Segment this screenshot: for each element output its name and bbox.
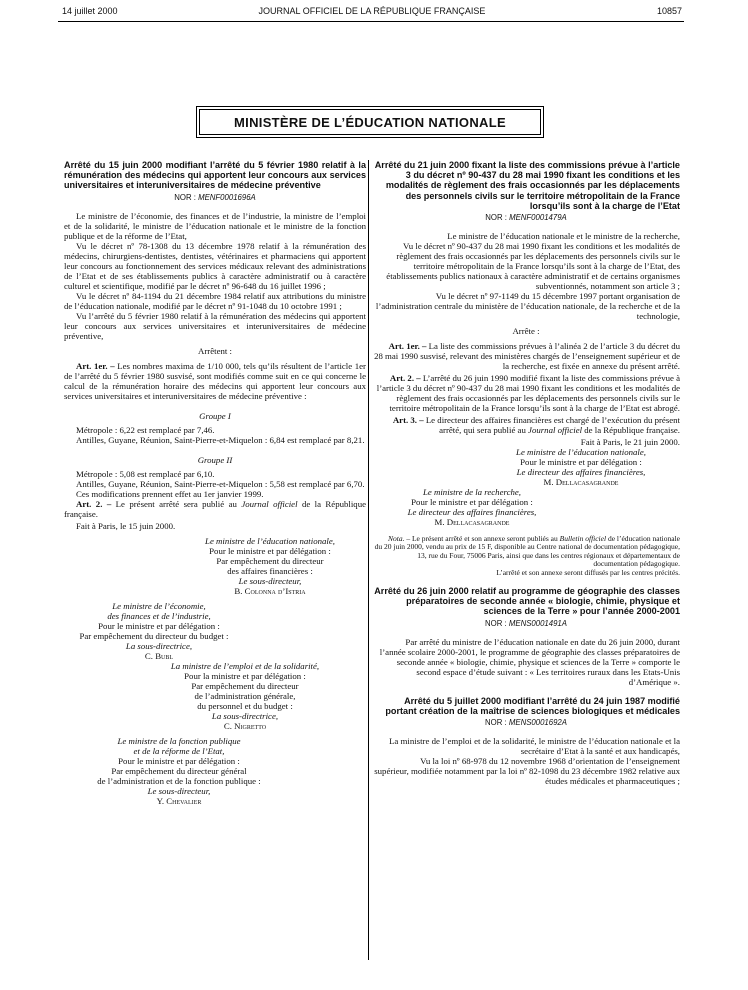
header-page-number: 10857 [656, 6, 682, 16]
article-2-text: Le présent arrêté sera publié au [115, 498, 242, 509]
nor-reference [372, 718, 680, 728]
nor-prefix: NOR : [174, 192, 196, 202]
nota-paragraph-2: L’arrêté et son annexe seront diffusés par les centres précités. [496, 567, 680, 577]
preamble-paragraph: Vu la loi nº 68-978 du 12 novembre 1968 d’orientation de l’enseignement supérieur, modifiée notamment par la loi nº 82-1098 du 23 décembre 1982 relative aux études médicales et pharmaceutiques ; [374, 756, 680, 787]
preamble-paragraph: Le ministre de l’économie, des finances et de l’industrie, la ministre de l’emploi et de la solidarité, le ministre de l’éducation nationale et le ministre de la fonction publique et de la réforme de l’Etat, [64, 210, 366, 241]
signatory-line: Par empêchement du directeur [216, 555, 324, 566]
preamble-paragraph: La ministre de l’emploi et de la solidarité, le ministre de l’éducation nationale et la secrétaire d’Etat à la santé et aux handicapés, [389, 736, 680, 757]
signature-block-emploi [64, 661, 366, 731]
signatory-line: Pour la ministre et par délégation : [184, 670, 306, 681]
signatory-line: Pour le ministre et par délégation : [209, 545, 331, 556]
arrete: Arrête : [512, 326, 540, 337]
article-1-text: La liste des commissions prévues à l’alinéa 2 de l’article 3 du décret du 28 mai 1990 susvisé, relevant des ministères chargés de l’enseignement supérieur et de la recherche, est fixée en annexe du présent arrêté. [374, 341, 680, 372]
article-1-label: Art. 1er. – [388, 341, 427, 352]
left-column [64, 160, 366, 806]
group-1-title: Groupe I [199, 410, 231, 421]
preamble-paragraph: Vu le décret nº 97-1149 du 15 décembre 1997 portant organisation de l’administration centrale du ministère de l’éducation nationale, de la recherche et de la technologie, [375, 291, 680, 322]
signatory-line: Par empêchement du directeur du budget : [79, 630, 229, 641]
column-divider [368, 160, 369, 960]
ministry-box [196, 106, 544, 138]
signatory-name: Y. Chevalier [156, 795, 202, 806]
article-3-text: Le directeur des affaires financières est chargé de l’exécution du présent arrêté, qui sera publié au [425, 415, 680, 436]
article-2 [372, 373, 680, 413]
signatory-title: Le ministre de la recherche, [423, 487, 521, 498]
signatory-title: des finances et de l’industrie, [107, 610, 211, 621]
decree-paragraph: Par arrêté du ministre de l’éducation nationale en date du 26 juin 2000, durant l’année scolaire 2000-2001, le programme de géographie des classes préparatoires de seconde année « biologie, chimie, physique et sciences de la Terre » comporte le second espace d’étude suivant : « Les territoires ruraux dans les Etats-Unis d’Amérique ». [379, 636, 680, 687]
article-2-text-end: de la République française. [64, 498, 366, 519]
ministry-title: MINISTÈRE DE L’ÉDUCATION NATIONALE [199, 109, 541, 135]
signature-block-education [372, 447, 680, 487]
nor-code: MENF0001696A [198, 192, 256, 202]
article-1 [64, 361, 366, 401]
signature-block-economie [64, 601, 254, 661]
article-2-label: Art. 2. – [389, 373, 421, 384]
article-title: Arrêté du 5 juillet 2000 modifiant l’arrêté du 24 juin 1987 modifié portant création de la maîtrise de sciences biologiques et médicales [385, 695, 680, 716]
nor-code: MENS0001491A [508, 618, 567, 628]
signatory-line: Le sous-directeur, [147, 785, 211, 796]
fait-a-paris: Fait à Paris, le 21 juin 2000. [580, 437, 680, 448]
article-title: Arrêté du 15 juin 2000 modifiant l’arrêté du 5 février 1980 relatif à la rémunération des médecins qui apportent leur concours aux services universitaires et interuniversitaires de médecine préventive [64, 160, 366, 191]
nor-code: MENS0001692A [508, 718, 567, 728]
arretent: Arrêtent : [198, 345, 232, 356]
signatory-line: Le directeur des affaires financières, [516, 467, 646, 478]
article-3-label: Art. 3. – [392, 415, 424, 426]
preamble-paragraph: Vu l’arrêté du 5 février 1980 relatif à la rémunération des médecins qui apportent leur concours aux services universitaires et interuniversitaires de médecine préventive, [64, 310, 366, 341]
signature-block-recherche [372, 487, 572, 527]
nota-label: Nota. – [387, 534, 411, 544]
signatory-line: du personnel et du budget : [197, 700, 293, 711]
nor-reference [64, 193, 366, 203]
signature-block-fonction-publique [64, 736, 294, 806]
article-title: Arrêté du 26 juin 2000 relatif au programme de géographie des classes préparatoires de seconde année « biologie, chimie, physique et sciences de la Terre » pour l’année 2000-2001 [374, 586, 680, 617]
preamble-paragraph: Vu le décret nº 90-437 du 28 mai 1990 fixant les conditions et les modalités de règlement des frais occasionnés par les déplacements des personnels civils sur le territoire métropolitain de la France lorsqu’ils sont à la charge de l’Etat, des établissements publics nationaux à caractère administratif et de certains organismes subventionnés, notamment son article 3 ; [386, 241, 680, 292]
signatory-line: La sous-directrice, [125, 640, 193, 651]
article-3 [372, 415, 680, 435]
signatory-line: Le directeur des affaires financières, [407, 507, 537, 518]
article-2-text: L’arrêté du 26 juin 1990 modifié fixant la liste des commissions prévue à l’article 3 du décret nº 90-437 du 28 mai 1990 fixant les conditions et les modalités de règlement des frais occasionnés par les déplacements des personnels civils sur le territoire métropolitain de la France lorsqu’ils sont à la charge de l’Etat est abrogé. [376, 373, 680, 414]
signatory-title: La ministre de l’emploi et de la solidarité, [170, 660, 320, 671]
signatory-name: M. Dellacasagrande [434, 517, 510, 528]
journal-officiel: Journal officiel [528, 425, 583, 436]
signatory-line: La sous-directrice, [211, 710, 279, 721]
preamble-paragraph: Vu le décret nº 78-1308 du 13 décembre 1978 relatif à la rémunération des médecins, chirurgiens-dentistes, dentistes, vétérinaires et pharmaciens qui apportent leur concours au fonctionnement des services médicaux relevant des administrations de l’Etat et de ses établissements publics à caractère administratif ou à caractère culturel et scientifique, modifié par le décret nº 96-648 du 16 juillet 1996 ; [64, 240, 366, 291]
right-column [372, 160, 680, 786]
article-2 [64, 499, 366, 519]
nor-prefix: NOR : [485, 718, 507, 728]
nota-text-end: de l’éducation nationale du 20 juin 2000, vendu au prix de 15 F, disponible au Centre national de documentation pédagogique, 13, rue du Four, 75006 Paris, ainsi que dans les centres régionaux et départementaux de documentation pédagogique. [374, 534, 680, 569]
group-2-line: Antilles, Guyane, Réunion, Saint-Pierre-et-Miquelon : 5,58 est remplacé par 6,70. [76, 478, 365, 489]
signatory-line: Pour le ministre et par délégation : [520, 457, 642, 468]
nota-paragraph [372, 535, 680, 569]
signatory-title: Le ministre de l’économie, [112, 600, 206, 611]
signatory-title: Le ministre de l’éducation nationale, [205, 535, 335, 546]
journal-officiel: Journal officiel [241, 498, 298, 509]
group-2-title: Groupe II [197, 454, 233, 465]
signatory-line: de l’administration et de la fonction publique : [97, 775, 261, 786]
header-date: 14 juillet 2000 [62, 6, 118, 16]
article-1 [372, 341, 680, 371]
article-title: Arrêté du 21 juin 2000 fixant la liste des commissions prévue à l’article 3 du décret nº 90-437 du 28 mai 1990 fixant les conditions et les modalités de règlement des frais occasionnés par les déplacements des personnels civils sur le territoire métropolitain de la France lorsqu’ils sont à la charge de l’Etat [374, 160, 680, 211]
signatory-name: M. Dellacasagrande [543, 477, 619, 488]
nor-code: MENF0001479A [509, 213, 567, 223]
article-1-label: Art. 1er. – [76, 360, 115, 371]
signatory-name: C. Bubl [144, 650, 174, 661]
group-2-line: Ces modifications prennent effet au 1er janvier 1999. [76, 488, 264, 499]
nor-prefix: NOR : [485, 618, 507, 628]
header-rule [58, 21, 684, 22]
group-2-line: Métropole : 5,08 est remplacé par 6,10. [76, 468, 215, 479]
signature-block-education [64, 536, 366, 596]
group-1-line: Antilles, Guyane, Réunion, Saint-Pierre-et-Miquelon : 6,84 est remplacé par 8,21. [76, 434, 365, 445]
signatory-title: Le ministre de l’éducation nationale, [516, 447, 646, 458]
fait-a-paris: Fait à Paris, le 15 juin 2000. [76, 520, 176, 531]
page-header [62, 6, 682, 20]
signatory-line: des affaires financières : [227, 565, 313, 576]
signatory-line: de l’administration générale, [194, 690, 296, 701]
preamble-paragraph: Le ministre de l’éducation nationale et le ministre de la recherche, [447, 231, 680, 242]
signatory-line: Pour le ministre et par délégation : [118, 755, 240, 766]
signatory-line: Le sous-directeur, [238, 575, 302, 586]
signatory-line: Pour le ministre et par délégation : [411, 497, 533, 508]
signatory-line: Par empêchement du directeur [191, 680, 299, 691]
preamble-paragraph: Vu le décret nº 84-1194 du 21 décembre 1984 relatif aux attributions du ministre de l’éducation nationale, modifié par le décret nº 91-1048 du 10 octobre 1991 ; [64, 290, 366, 311]
article-1-text: Les nombres maxima de 1/10 000, tels qu’ils résultent de l’article 1er de l’arrêté du 5 février 1980 susvisé, sont modifiés comme suit en ce qui concerne le calcul de la rémunération horaire des médecins qui apportent leur concours aux services universitaires et interuniversitaires de médecine préventive : [64, 360, 366, 401]
article-2-label: Art. 2. – [76, 498, 112, 509]
nor-prefix: NOR : [485, 213, 507, 223]
group-1-line: Métropole : 6,22 est remplacé par 7,46. [76, 424, 215, 435]
signatory-title: et de la réforme de l’Etat, [133, 745, 225, 756]
article-3-text-end: de la République française. [582, 425, 680, 436]
nor-reference [372, 619, 680, 629]
signatory-title: Le ministre de la fonction publique [117, 735, 241, 746]
header-journal: JOURNAL OFFICIEL DE LA RÉPUBLIQUE FRANÇAISE [258, 6, 486, 16]
nota-text: Le présent arrêté et son annexe seront publiés au [410, 534, 560, 544]
nor-reference [372, 213, 680, 223]
signatory-line: Pour le ministre et par délégation : [98, 620, 220, 631]
signatory-name: B. Colonna d’Istria [234, 585, 306, 596]
signatory-name: C. Nigretto [223, 720, 267, 731]
bulletin-officiel: Bulletin officiel [559, 534, 607, 544]
signatory-line: Par empêchement du directeur général [111, 765, 247, 776]
